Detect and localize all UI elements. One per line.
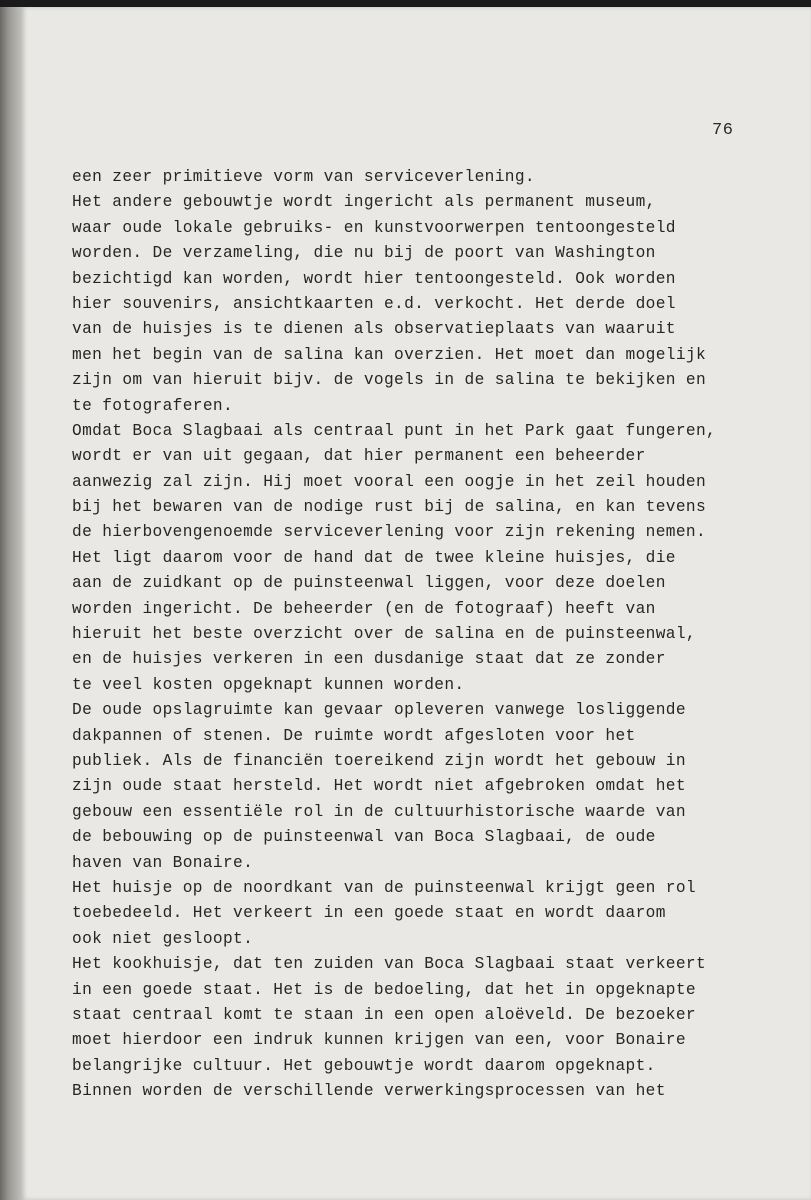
page-number: 76	[712, 121, 734, 140]
text-line: bezichtigd kan worden, wordt hier tentoongesteld. Ook worden	[72, 269, 676, 288]
text-line: de hierbovengenoemde serviceverlening voor zijn rekening nemen.	[72, 523, 707, 542]
text-line: belangrijke cultuur. Het gebouwtje wordt daarom opgeknapt.	[72, 1056, 656, 1075]
text-line: hier souvenirs, ansichtkaarten e.d. verkocht. Het derde doel	[72, 294, 676, 313]
text-line: Het huisje op de noordkant van de puinsteenwal krijgt geen rol	[72, 878, 696, 897]
text-line: in een goede staat. Het is de bedoeling, dat het in opgeknapte	[72, 980, 696, 999]
text-line: ook niet gesloopt.	[72, 929, 254, 948]
text-line: hieruit het beste overzicht over de salina en de puinsteenwal,	[72, 625, 696, 644]
text-line: te veel kosten opgeknapt kunnen worden.	[72, 675, 465, 694]
text-line: Binnen worden de verschillende verwerkingsprocessen van het	[72, 1082, 666, 1101]
text-line: toebedeeld. Het verkeert in een goede staat en wordt daarom	[72, 904, 666, 923]
body-text	[72, 165, 811, 1104]
text-line: bij het bewaren van de nodige rust bij de salina, en kan tevens	[72, 498, 707, 517]
text-line: gebouw een essentiële rol in de cultuurhistorische waarde van	[72, 802, 686, 821]
text-line: publiek. Als de financiën toereikend zijn wordt het gebouw in	[72, 751, 686, 770]
text-line: moet hierdoor een indruk kunnen krijgen van een, voor Bonaire	[72, 1031, 686, 1050]
text-line: een zeer primitieve vorm van serviceverlening.	[72, 168, 535, 186]
document-page	[22, 7, 811, 1200]
text-line: aan de zuidkant op de puinsteenwal liggen, voor deze doelen	[72, 574, 666, 593]
text-line: waar oude lokale gebruiks- en kunstvoorwerpen tentoongesteld	[72, 218, 676, 237]
text-line: dakpannen of stenen. De ruimte wordt afgesloten voor het	[72, 726, 636, 745]
text-line: Omdat Boca Slagbaai als centraal punt in het Park gaat fungeren,	[72, 421, 717, 440]
text-line: Het ligt daarom voor de hand dat de twee kleine huisjes, die	[72, 548, 676, 567]
text-line: en de huisjes verkeren in een dusdanige staat dat ze zonder	[72, 650, 666, 669]
text-line: wordt er van uit gegaan, dat hier permanent een beheerder	[72, 447, 646, 466]
text-line: de bebouwing op de puinsteenwal van Boca Slagbaai, de oude	[72, 828, 656, 847]
text-line: zijn om van hieruit bijv. de vogels in de salina te bekijken en	[72, 371, 707, 390]
text-line: worden ingericht. De beheerder (en de fotograaf) heeft van	[72, 599, 656, 618]
text-line: aanwezig zal zijn. Hij moet vooral een oogje in het zeil houden	[72, 472, 707, 491]
text-line: haven van Bonaire.	[72, 853, 254, 872]
text-line: te fotograferen.	[72, 396, 234, 415]
text-line: zijn oude staat hersteld. Het wordt niet afgebroken omdat het	[72, 777, 686, 796]
text-line: De oude opslagruimte kan gevaar opleveren vanwege losliggende	[72, 701, 686, 720]
text-line: worden. De verzameling, die nu bij de poort van Washington	[72, 244, 656, 263]
text-line: men het begin van de salina kan overzien. Het moet dan mogelijk	[72, 345, 707, 364]
text-line: van de huisjes is te dienen als observatieplaats van waaruit	[72, 320, 676, 339]
scan-top-edge	[0, 0, 811, 7]
text-line: Het kookhuisje, dat ten zuiden van Boca Slagbaai staat verkeert	[72, 955, 707, 974]
text-line: staat centraal komt te staan in een open aloëveld. De bezoeker	[72, 1005, 696, 1024]
text-line: Het andere gebouwtje wordt ingericht als permanent museum,	[72, 193, 656, 212]
